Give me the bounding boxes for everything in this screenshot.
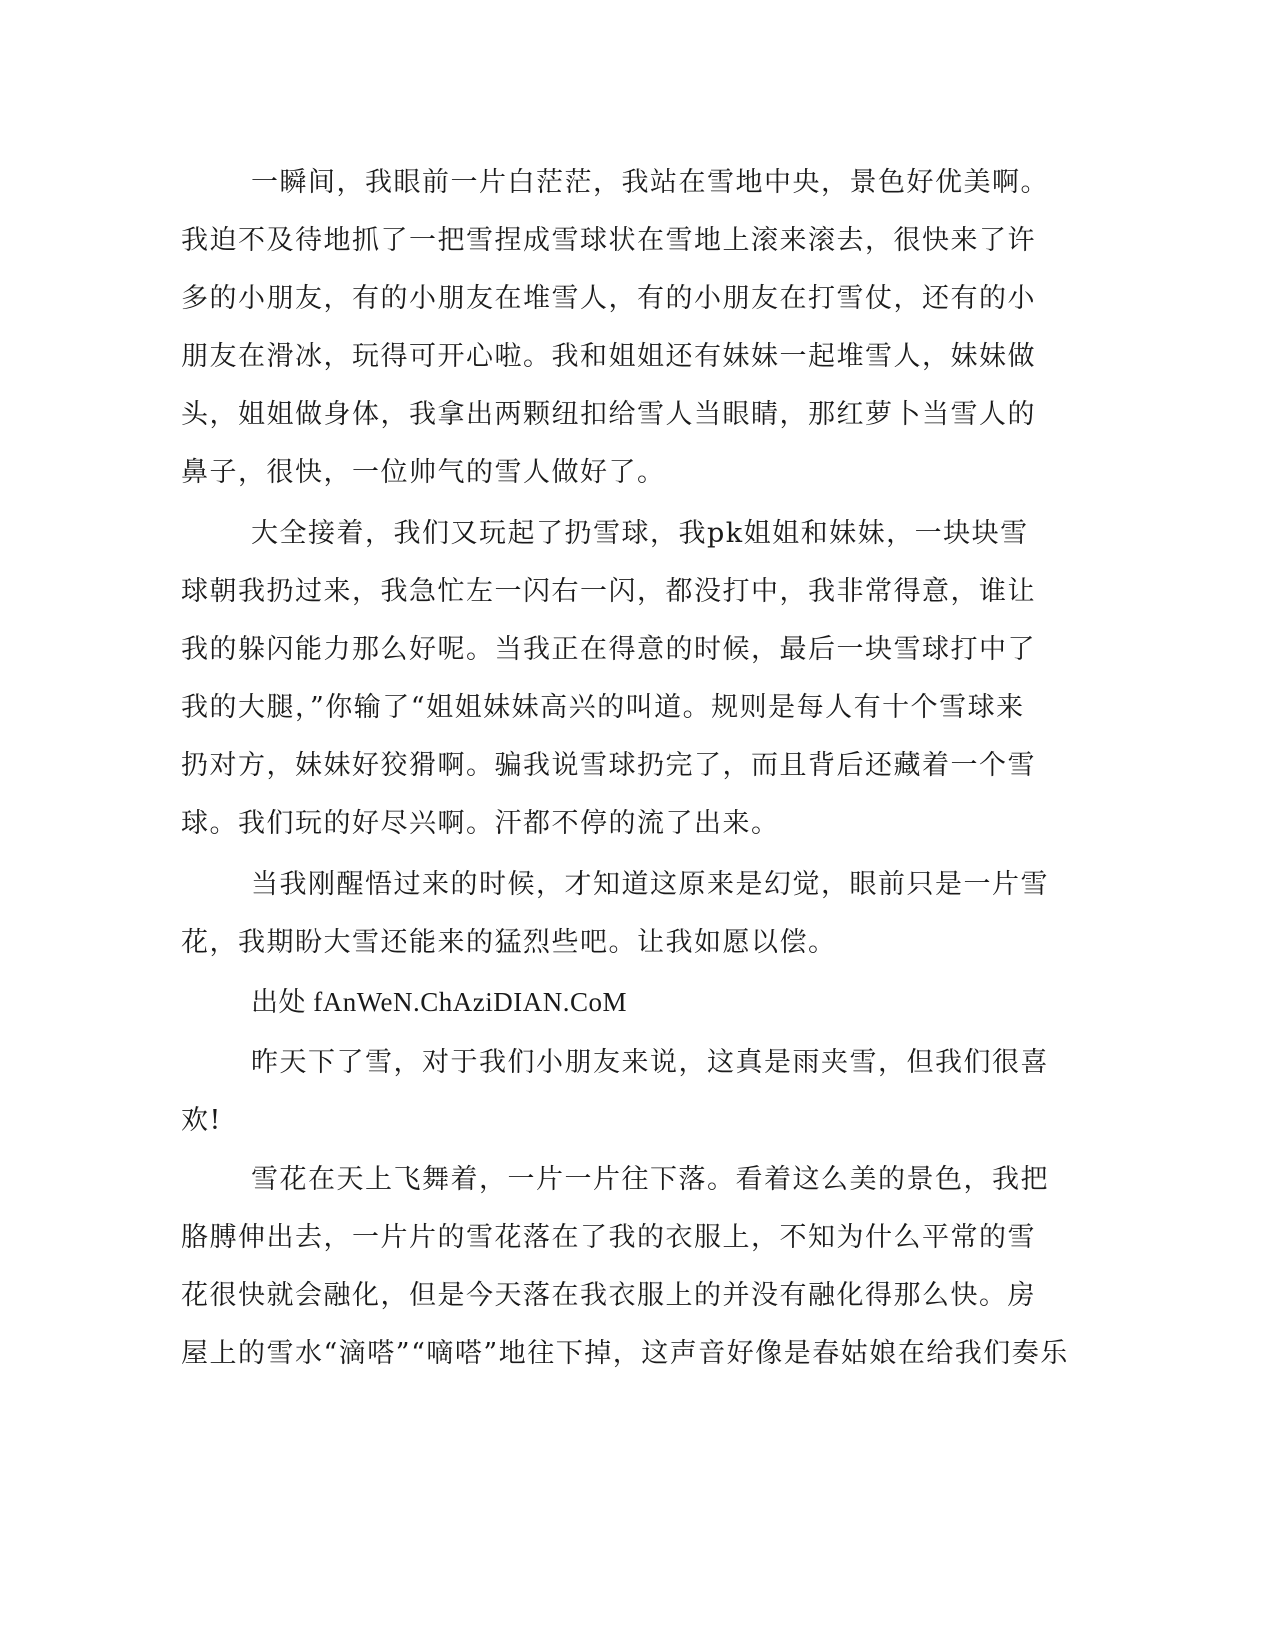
text-line: 胳膊伸出去，一片片的雪花落在了我的衣服上，不知为什么平常的雪 — [181, 1222, 1036, 1253]
text-line: 头，姐姐做身体，我拿出两颗纽扣给雪人当眼睛，那红萝卜当雪人的 — [181, 399, 1036, 430]
text-line: 一瞬间，我眼前一片白茫茫，我站在雪地中央，景色好优美啊。 — [251, 167, 1049, 198]
text-line: 多的小朋友，有的小朋友在堆雪人，有的小朋友在打雪仗，还有的小 — [181, 283, 1036, 314]
text-line: 屋上的雪水“滴嗒”“嘀嗒”地往下掉，这声音好像是春姑娘在给我们奏乐 — [181, 1338, 1069, 1369]
text-line: 朋友在滑冰，玩得可开心啦。我和姐姐还有妹妹一起堆雪人，妹妹做 — [181, 341, 1036, 372]
text-line: 雪花在天上飞舞着，一片一片往下落。看着这么美的景色，我把 — [251, 1164, 1049, 1195]
text-line: 当我刚醒悟过来的时候，才知道这原来是幻觉，眼前只是一片雪 — [251, 869, 1049, 900]
text-line: 我迫不及待地抓了一把雪捏成雪球状在雪地上滚来滚去，很快来了许 — [181, 225, 1036, 256]
text-line: 欢! — [181, 1105, 222, 1136]
text-line: 花很快就会融化，但是今天落在我衣服上的并没有融化得那么快。房 — [181, 1280, 1036, 1311]
text-line: 我的躲闪能力那么好呢。当我正在得意的时候，最后一块雪球打中了 — [181, 634, 1036, 665]
text-line: 大全接着，我们又玩起了扔雪球，我pk姐姐和妹妹，一块块雪 — [251, 518, 1029, 549]
source-line: 出处 fAnWeN.ChAziDIAN.CoM — [251, 987, 628, 1017]
text-line: 花，我期盼大雪还能来的猛烈些吧。让我如愿以偿。 — [181, 927, 837, 958]
text-line: 鼻子，很快，一位帅气的雪人做好了。 — [181, 457, 666, 488]
text-line: 扔对方，妹妹好狡猾啊。骗我说雪球扔完了，而且背后还藏着一个雪 — [181, 750, 1036, 781]
text-line: 球朝我扔过来，我急忙左一闪右一闪，都没打中，我非常得意，谁让 — [181, 576, 1036, 607]
text-line: 昨天下了雪，对于我们小朋友来说，这真是雨夹雪，但我们很喜 — [251, 1047, 1049, 1078]
text-line: 我的大腿，”你输了“姐姐妹妹高兴的叫道。规则是每人有十个雪球来 — [181, 692, 1025, 723]
text-line: 球。我们玩的好尽兴啊。汗都不停的流了出来。 — [181, 808, 780, 839]
